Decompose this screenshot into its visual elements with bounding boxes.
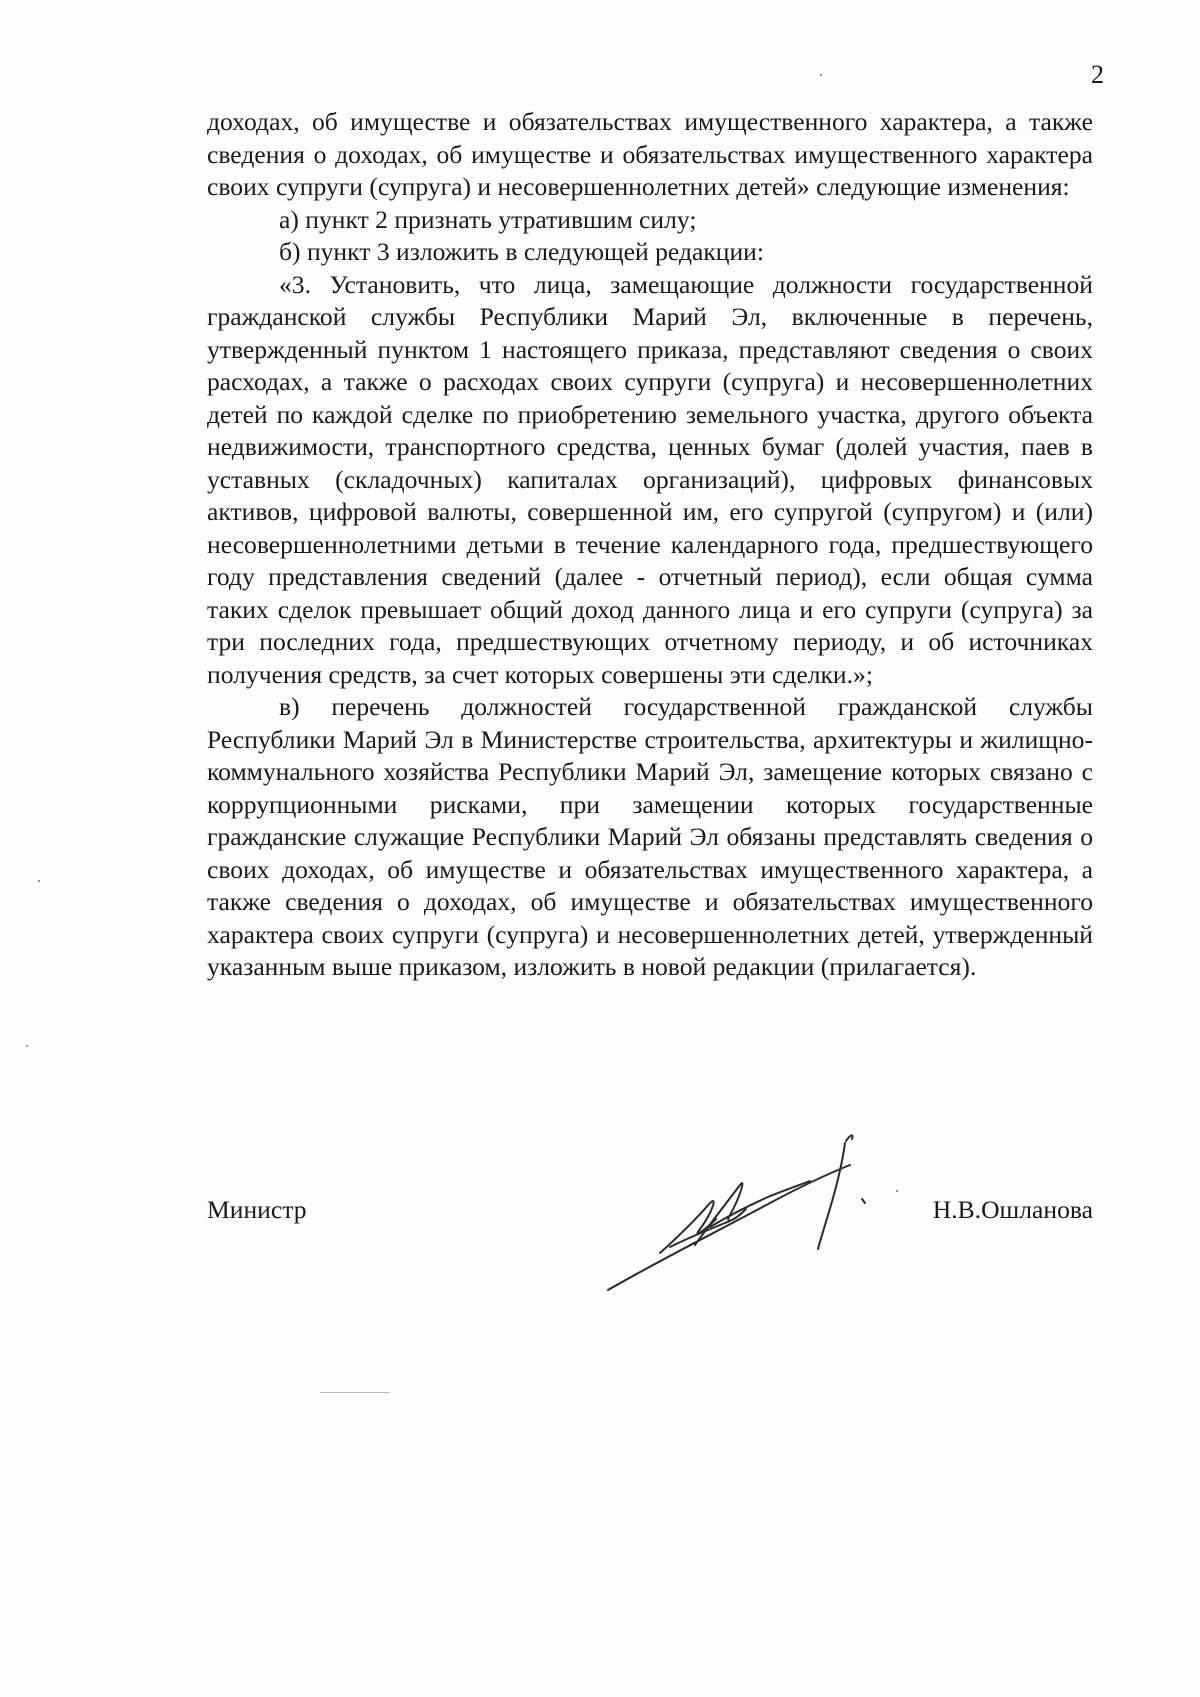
signer-name: Н.В.Ошланова [932,1195,1093,1224]
signature-block [207,1195,1093,1235]
paragraph-item-a: а) пункт 2 признать утратившим силу; [279,204,697,234]
paragraph-continuation: доходах, об имуществе и обязательствах имущественного характера, а также сведения о доходах, об имуществе и обязательствах имущественного характера своих супруги (супруга) и несовершеннолетних детей» следующие изменения: [207,107,1093,201]
scan-artifact [26,1045,28,1047]
scan-artifact [896,1190,898,1192]
paragraph-item-b: б) пункт 3 изложить в следующей редакции: [279,237,764,266]
page-number: 2 [1091,60,1104,89]
paragraph-clause-3: «3. Установить, что лица, замещающие должности государственной гражданской службы Республики Марий Эл, включенные в перечень, утвержденный пунктом 1 настоящего приказа, представляют сведения о своих расходах, а также о расходах своих супруги (супруга) и несовершеннолетних детей по каждой сделке по приобретению земельного участка, другого объекта недвижимости, транспортного средства, ценных бумаг (долей участия, паев в уставных (складочных) капиталах организаций), цифровых финансовых активов, цифровой валюты, совершенной им, его супругой (супругом) и (или) несовершеннолетними детьми в течение календарного года, предшествующего году представления сведений (далее - отчетный период), если общая сумма таких сделок превышает общий доход данного лица и его супруги (супруга) за три последних года, предшествующих отчетному периоду, и об источниках получения средств, за счет которых совершены эти сделки.»; [207,269,1093,689]
scan-artifact [38,880,40,882]
paragraph-item-v: в) перечень должностей государственной гражданской службы Республики Марий Эл в Министерстве строительства, архитектуры и жилищно-коммунального хозяйства Республики Марий Эл, замещение которых связано с коррупционными рисками, при замещении которых государственные гражданские служащие Республики Марий Эл обязаны представлять сведения о своих доходах, об имуществе и обязательствах имущественного характера, а также сведения о доходах, об имуществе и обязательствах имущественного характера своих супруги (супруга) и несовершеннолетних детей, утвержденный указанным выше приказом, изложить в новой редакции (прилагается). [207,692,1093,981]
document-body [207,106,1093,984]
scan-artifact [320,1392,390,1393]
scan-artifact [820,74,822,76]
signer-title: Министр [207,1195,307,1224]
